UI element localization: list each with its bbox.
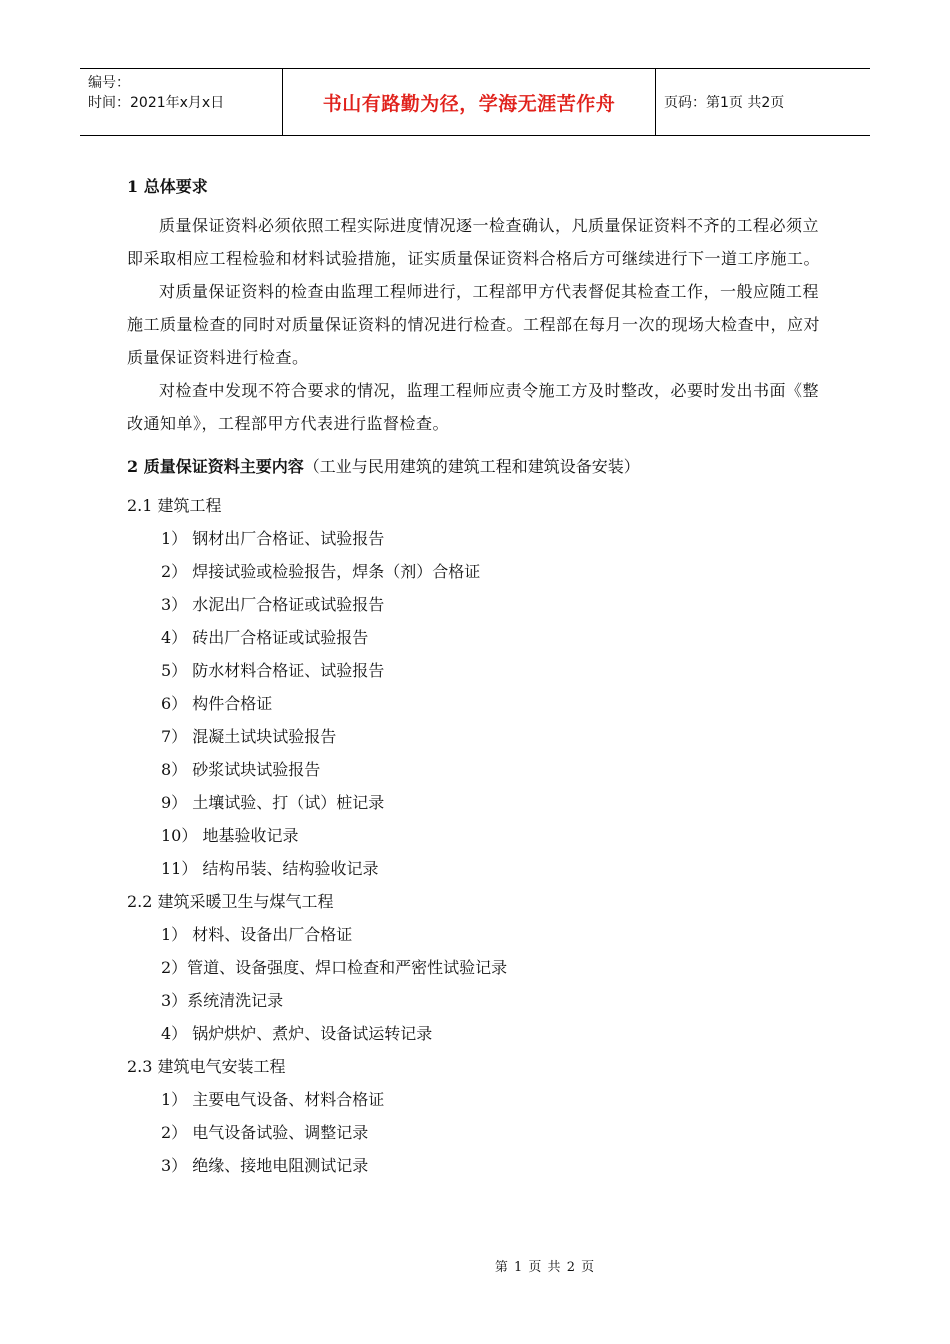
list-item: 6） 构件合格证	[161, 694, 273, 713]
motto-text: 书山有路勤为径，学海无涯苦作舟	[322, 92, 616, 115]
motto-cell	[282, 69, 656, 135]
list-item: 8） 砂浆试块试验报告	[161, 760, 321, 779]
time-label: 时间：2021年x月x日	[88, 95, 225, 111]
list-item: 4） 锅炉烘炉、煮炉、设备试运转记录	[161, 1024, 433, 1043]
page-footer	[0, 1256, 950, 1275]
list-item: 2）管道、设备强度、焊口检查和严密性试验记录	[161, 958, 508, 977]
paragraph: 质量保证资料必须依照工程实际进度情况逐一检查确认，凡质量保证资料不齐的工程必须立即采取相应工程检验和材料试验措施，证实质量保证资料合格后方可继续进行下一道工序施工。	[127, 216, 821, 268]
list-item: 7） 混凝土试块试验报告	[161, 727, 337, 746]
list-item: 1） 材料、设备出厂合格证	[161, 925, 353, 944]
section-2-title-text: 2 质量保证资料主要内容	[127, 457, 304, 476]
subsection-2-1-title: 2.1 建筑工程	[127, 496, 222, 515]
header-info	[88, 73, 224, 113]
list-item: 2） 焊接试验或检验报告，焊条（剂）合格证	[161, 562, 481, 581]
document-header	[80, 68, 870, 136]
paragraph: 对检查中发现不符合要求的情况，监理工程师应责令施工方及时整改，必要时发出书面《整改通知单》，工程部甲方代表进行监督检查。	[127, 381, 820, 433]
spacer	[127, 440, 827, 450]
page-label: 页码：第1页 共2页	[664, 95, 785, 111]
list-item: 2） 电气设备试验、调整记录	[161, 1123, 369, 1142]
section-1-title: 1 总体要求	[127, 177, 208, 196]
subsection-2-3-title: 2.3 建筑电气安装工程	[127, 1057, 286, 1076]
number-label: 编号：	[88, 75, 130, 91]
paragraph: 对质量保证资料的检查由监理工程师进行，工程部甲方代表督促其检查工作，一般应随工程施工质量检查的同时对质量保证资料的情况进行检查。工程部在每月一次的现场大检查中，应对质量保证资料进行检查。	[127, 282, 821, 367]
footer-page-number: 第 1 页 共 2 页	[494, 1260, 596, 1275]
list-item: 3）系统清洗记录	[161, 991, 284, 1010]
list-item: 3） 水泥出厂合格证或试验报告	[161, 595, 385, 614]
subsection-2-2-title: 2.2 建筑采暖卫生与煤气工程	[127, 892, 334, 911]
list-item: 3） 绝缘、接地电阻测试记录	[161, 1156, 369, 1175]
page-label-cell	[664, 69, 784, 135]
section-2-subtitle: （工业与民用建筑的建筑工程和建筑设备安装）	[303, 457, 640, 476]
list-item: 9） 土壤试验、打（试）桩记录	[161, 793, 385, 812]
document-body	[127, 170, 827, 1182]
list-item: 1） 主要电气设备、材料合格证	[161, 1090, 385, 1109]
list-item: 1） 钢材出厂合格证、试验报告	[161, 529, 385, 548]
list-item: 5） 防水材料合格证、试验报告	[161, 661, 385, 680]
list-item: 4） 砖出厂合格证或试验报告	[161, 628, 369, 647]
section-2-title	[127, 450, 827, 483]
list-item: 10） 地基验收记录	[161, 826, 299, 845]
list-item: 11） 结构吊装、结构验收记录	[161, 859, 379, 878]
